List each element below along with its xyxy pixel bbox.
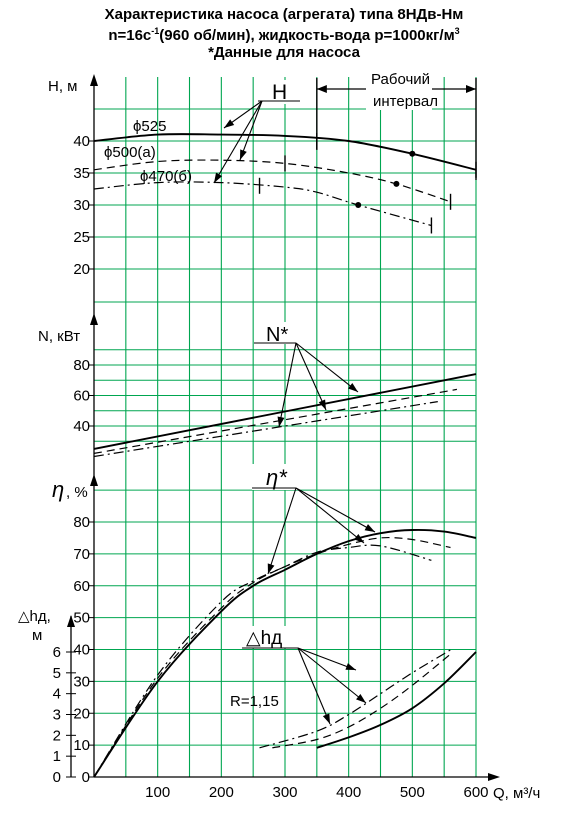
d500-label: ϕ500(а) [104, 144, 156, 161]
tick-label-eff-60: 60 [73, 577, 90, 595]
n-arrow-2-line [296, 343, 326, 410]
working-interval-arrow-right [466, 85, 476, 93]
n-arrow-3-head [278, 417, 285, 427]
tick-label-q-100: 100 [145, 784, 171, 801]
eta-arrow-3-line [268, 488, 296, 574]
working-interval-arrow-left [317, 85, 327, 93]
dh-axis-unit: м [32, 627, 43, 644]
dh-arrow-2-line [298, 648, 366, 703]
tick-label-eff-20: 20 [73, 705, 90, 723]
tick-label-head-25: 25 [73, 229, 90, 246]
eta-axis-unit: , % [66, 484, 88, 501]
working-interval-label-1: Рабочий [371, 71, 431, 88]
marked-point-0 [409, 151, 415, 157]
curve-power-2 [94, 402, 438, 457]
tick-label-dh-0: 0 [52, 769, 61, 786]
curve-npsh-0 [317, 652, 476, 748]
tick-label-head-40: 40 [73, 133, 90, 150]
tick-label-head-20: 20 [73, 261, 90, 278]
y-axis-power-arrow [90, 313, 98, 325]
subtitle-speed: n=16c [108, 27, 152, 44]
subtitle-sup1: -1 [151, 26, 160, 36]
eta-axis-symbol: η [52, 477, 65, 502]
tick-label-q-200: 200 [208, 784, 234, 801]
tick-label-q-600: 600 [463, 784, 489, 801]
tick-label-eff-50: 50 [73, 609, 90, 627]
tick-label-q-400: 400 [336, 784, 362, 801]
tick-label-head-35: 35 [73, 165, 90, 182]
eta-arrow-2-line [296, 488, 364, 543]
tick-label-power-60: 60 [73, 387, 90, 405]
tick-label-head-30: 30 [73, 197, 90, 214]
h-arrow-2-head [240, 149, 247, 160]
h-arrow-1-head [224, 119, 234, 128]
curve-power-1 [94, 389, 457, 453]
d525-label: ϕ525 [133, 118, 167, 135]
tick-label-dh-1: 1 [52, 748, 61, 766]
tick-label-dh-6: 6 [52, 644, 61, 661]
tick-label-dh-5: 5 [52, 664, 61, 682]
tick-label-eff-0: 0 [81, 769, 90, 786]
y-axis-eff-arrow [90, 474, 98, 486]
tick-label-dh-2: 2 [52, 727, 61, 745]
n-arrow-3-line [279, 343, 296, 427]
r-label: R=1,15 [230, 693, 279, 710]
tick-label-q-500: 500 [399, 784, 425, 801]
n-axis-label: N, кВт [38, 328, 81, 345]
tick-label-power-40: 40 [73, 418, 90, 435]
q-axis-label: Q, м³/ч [493, 785, 541, 802]
dh-arrow-2-head [356, 694, 366, 703]
tick-label-eff-10: 10 [73, 737, 90, 755]
h-callout: Н [272, 81, 288, 104]
tick-label-eff-30: 30 [73, 673, 90, 691]
dh-arrow-3-line [298, 648, 330, 724]
h-axis-label: Н, м [48, 78, 78, 95]
chart-title: Характеристика насоса (агрегата) типа 8НДв-Нм [104, 6, 464, 23]
marked-point-2 [355, 202, 361, 208]
n-callout: N* [266, 324, 289, 346]
dh-arrow-1-head [345, 663, 356, 670]
eta-arrow-1-line [296, 488, 375, 532]
eta-arrow-1-head [365, 524, 375, 532]
tick-label-eff-70: 70 [73, 545, 90, 563]
d470-label: ϕ470(б) [140, 168, 193, 185]
x-axis-arrow [488, 773, 500, 781]
tick-label-eff-40: 40 [73, 641, 90, 659]
subtitle-rest: (960 об/мин), жидкость-вода р=1000кг/м [159, 27, 455, 44]
marked-point-1 [393, 181, 399, 187]
curve-efficiency-1 [94, 538, 451, 777]
tick-label-power-80: 80 [73, 357, 90, 374]
n-arrow-1-head [348, 383, 358, 392]
eta-callout: η* [266, 465, 287, 490]
y-axis-head-arrow [90, 74, 98, 86]
tick-label-eff-80: 80 [73, 514, 90, 531]
tick-label-dh-3: 3 [52, 706, 61, 724]
working-interval-label-2: интервал [373, 93, 438, 110]
dh-axis-label: △hд, [18, 608, 51, 625]
curve-npsh-2 [260, 650, 451, 748]
tick-label-q-300: 300 [272, 784, 298, 801]
dh-arrow-3-head [323, 713, 330, 724]
dh-callout: △hд [246, 628, 283, 649]
chart-note: *Данные для насоса [208, 44, 360, 61]
tick-label-dh-4: 4 [52, 685, 61, 703]
subtitle-sup2: 3 [454, 26, 460, 36]
